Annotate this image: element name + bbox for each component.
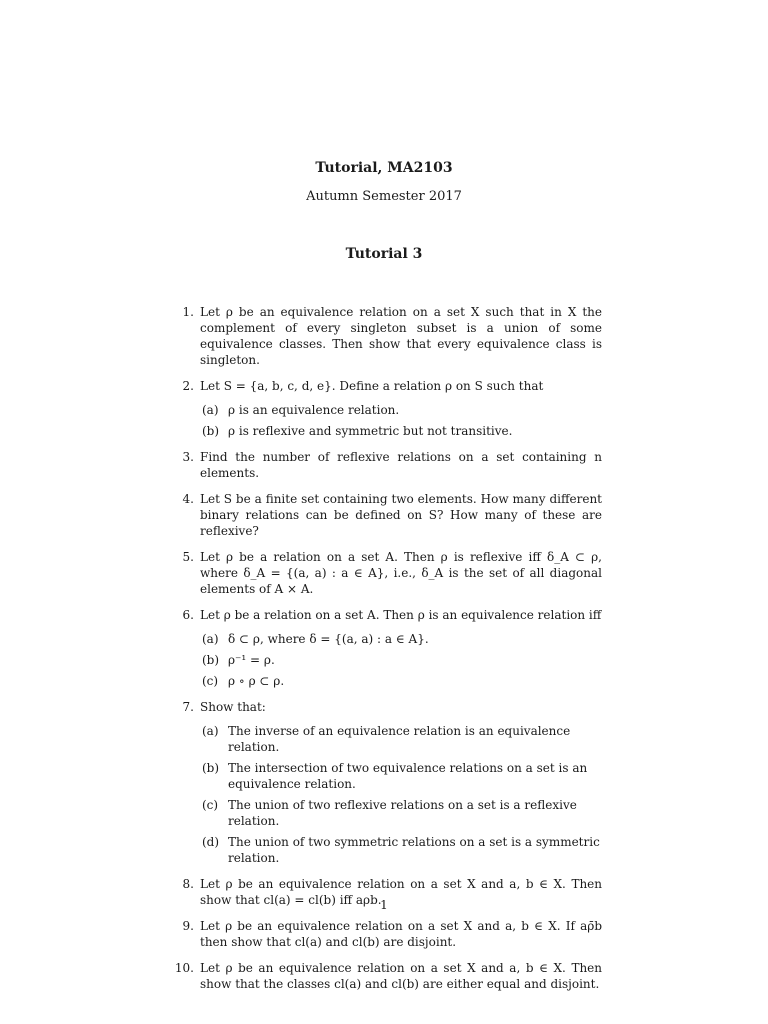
problem-number: 2. — [182, 379, 194, 393]
subitem — [200, 834, 602, 866]
problem-text: Let S be a finite set containing two elements. How many different binary relations can be defined on S? How many of these are reflexive? — [200, 492, 602, 538]
subitem-label: (b) — [202, 653, 220, 667]
subitem — [200, 723, 602, 755]
problem-1 — [170, 304, 602, 368]
document-subtitle: Autumn Semester 2017 — [306, 189, 462, 204]
subitem-text: ρ is reflexive and symmetric but not transitive. — [228, 424, 513, 438]
problem-text: Let S = {a, b, c, d, e}. Define a relation ρ on S such that — [200, 379, 544, 393]
subitem — [200, 760, 602, 792]
problem-number: 3. — [182, 450, 194, 464]
problem-text: Let ρ be an equivalence relation on a set X and a, b ∈ X. Then show that the classes cl(a) and cl(b) are either equal and disjoint. — [200, 961, 602, 991]
problem-text: Show that: — [200, 700, 266, 714]
subitem-text: The intersection of two equivalence relations on a set is an equivalence relation. — [228, 761, 588, 791]
subitem-label: (a) — [202, 724, 219, 738]
problem-10 — [170, 960, 602, 992]
subitem — [200, 423, 602, 439]
subitem — [200, 673, 602, 689]
problem-text: Let ρ be an equivalence relation on a set X and a, b ∈ X. If aρ̄b then show that cl(a) and cl(b) are disjoint. — [200, 919, 602, 949]
subitem-list — [200, 402, 602, 439]
problem-text: Find the number of reflexive relations on a set containing n elements. — [200, 450, 602, 480]
problem-number: 4. — [182, 492, 194, 506]
problem-number: 7. — [182, 700, 194, 714]
problem-7 — [170, 699, 602, 866]
problem-text: Let ρ be an equivalence relation on a set X such that in X the complement of every singleton subset is a union of some equivalence classes. Then show that every equivalence class is singleton. — [200, 305, 602, 367]
subitem-text: The inverse of an equivalence relation is an equivalence relation. — [228, 724, 571, 754]
problem-text: Let ρ be an equivalence relation on a set X and a, b ∈ X. Then show that cl(a) = cl(b) iff aρb. — [200, 877, 602, 907]
subitem-label: (c) — [202, 798, 219, 812]
subitem-text: δ ⊂ ρ, where δ = {(a, a) : a ∈ A}. — [228, 632, 429, 646]
subitem — [200, 797, 602, 829]
subitem-label: (a) — [202, 632, 219, 646]
subitem-text: ρ⁻¹ = ρ. — [228, 653, 275, 667]
subitem-label: (a) — [202, 403, 219, 417]
tutorial-heading: Tutorial 3 — [345, 246, 423, 262]
document-title: Tutorial, MA2103 — [315, 160, 453, 176]
problem-number: 9. — [182, 919, 194, 933]
problem-number: 10. — [174, 961, 194, 975]
subitem-list — [200, 723, 602, 866]
problem-text: Let ρ be a relation on a set A. Then ρ is reflexive iff δ_A ⊂ ρ, where δ_A = {(a, a) : a ∈ A}, i.e., δ_A is the set of all diagonal elements of A × A. — [200, 550, 602, 596]
problem-6 — [170, 607, 602, 689]
subitem-text: ρ is an equivalence relation. — [228, 403, 400, 417]
problem-9 — [170, 918, 602, 950]
problem-number: 1. — [182, 305, 194, 319]
problem-text: Let ρ be a relation on a set A. Then ρ is an equivalence relation iff — [200, 608, 602, 622]
page-number: 1 — [380, 898, 388, 912]
subitem-list — [200, 631, 602, 689]
subitem-label: (b) — [202, 761, 220, 775]
subitem — [200, 652, 602, 668]
problem-number: 6. — [182, 608, 194, 622]
subitem-label: (b) — [202, 424, 220, 438]
problem-5 — [170, 549, 602, 597]
problem-3 — [170, 449, 602, 481]
problem-4 — [170, 491, 602, 539]
subitem — [200, 402, 602, 418]
subitem — [200, 631, 602, 647]
subitem-label: (d) — [202, 835, 220, 849]
subitem-text: The union of two symmetric relations on a set is a symmetric relation. — [228, 835, 600, 865]
subitem-text: The union of two reflexive relations on a set is a reflexive relation. — [228, 798, 577, 828]
problem-number: 8. — [182, 877, 194, 891]
problem-2 — [170, 378, 602, 439]
subitem-text: ρ ∘ ρ ⊂ ρ. — [228, 674, 285, 688]
subitem-label: (c) — [202, 674, 219, 688]
problem-number: 5. — [182, 550, 194, 564]
